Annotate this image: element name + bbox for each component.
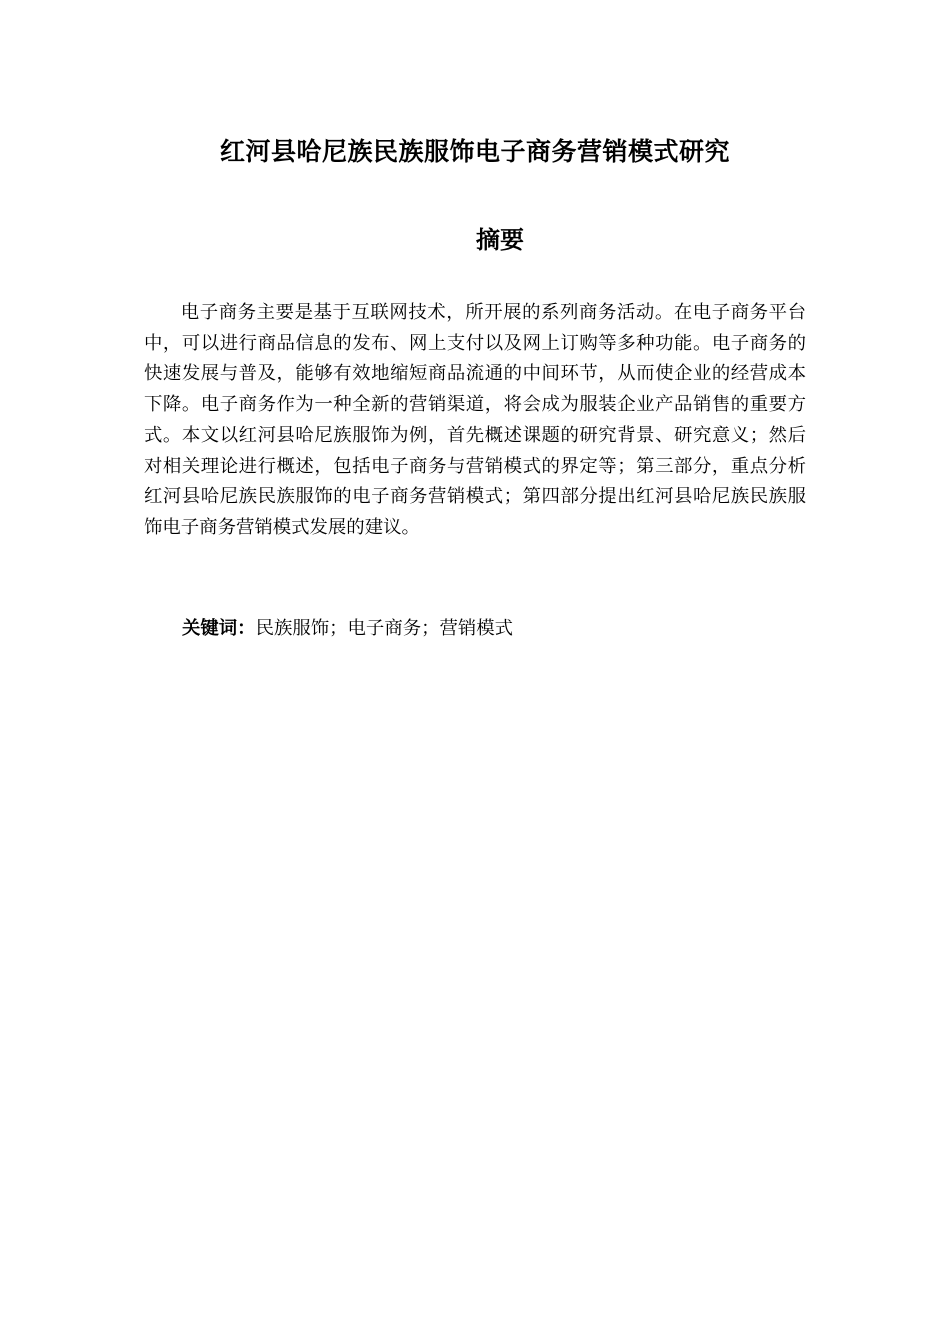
keywords-value: 民族服饰；电子商务；营销模式: [255, 618, 514, 639]
abstract-heading: 摘要: [476, 226, 524, 254]
keywords-label: 关键词：: [182, 618, 256, 639]
abstract-body: 电子商务主要是基于互联网技术，所开展的系列商务活动。在电子商务平台中，可以进行商品信息的发布、网上支付以及网上订购等多种功能。电子商务的快速发展与普及，能够有效地缩短商品流通的中间环节，从而使企业的经营成本下降。电子商务作为一种全新的营销渠道，将会成为服装企业产品销售的重要方式。本文以红河县哈尼族服饰为例，首先概述课题的研究背景、研究意义；然后对相关理论进行概述，包括电子商务与营销模式的界定等；第三部分，重点分析红河县哈尼族民族服饰的电子商务营销模式；第四部分提出红河县哈尼族民族服饰电子商务营销模式发展的建议。: [144, 302, 806, 538]
keywords-line: [182, 614, 782, 644]
document-title: 红河县哈尼族民族服饰电子商务营销模式研究: [219, 137, 730, 166]
